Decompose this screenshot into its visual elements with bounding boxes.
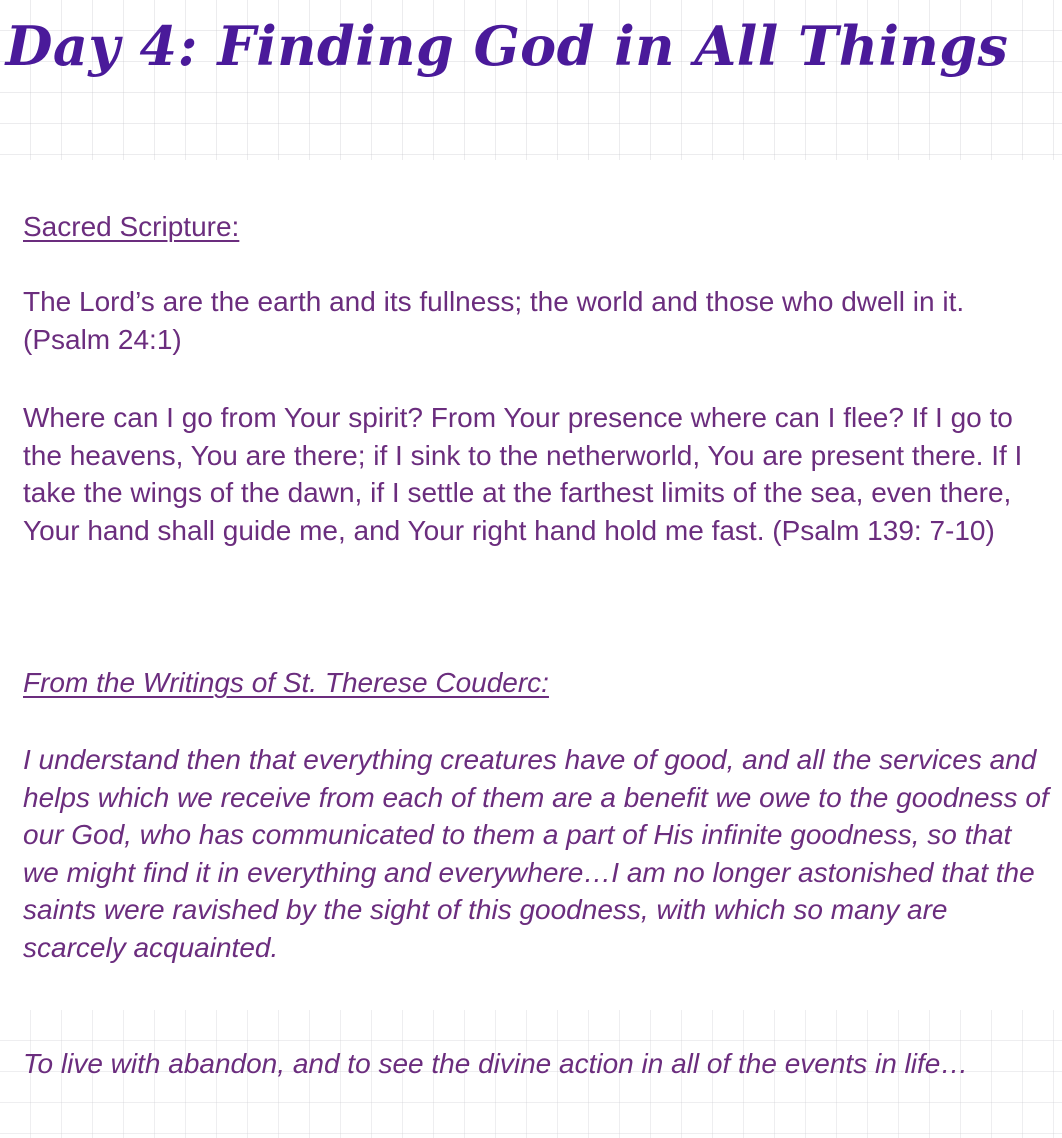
scripture-passage-psalm-24: The Lord’s are the earth and its fullness; the world and those who dwell in it. (Psalm 24:1) [23, 286, 965, 355]
writings-heading: From the Writings of St. Therese Couderc: [23, 667, 549, 698]
scripture-heading: Sacred Scripture: [23, 211, 240, 242]
writings-passage-goodness: I understand then that everything creatures have of good, and all the services and helps which we receive from each of them are a benefit we owe to the goodness of our God, who has communicated to them a part of His infinite goodness, so that we might find it in everything and everywhere…I am no longer astonished that the saints were ravished by the sight of this goodness, with which so many are scarcely acquainted. [23, 744, 1049, 963]
title-band [0, 0, 1062, 160]
scripture-passage-psalm-139: Where can I go from Your spirit? From Your presence where can I flee? If I go to the heavens, You are there; if I sink to the netherworld, You are present there. If I take the wings of the dawn, if I settle at the farthest limits of the sea, even there, Your hand shall guide me, and Your right hand hold me fast. (Psalm 139: 7-10) [23, 402, 1023, 546]
writings-passage-abandon: To live with abandon, and to see the divine action in all of the events in life… [23, 1048, 969, 1079]
page-title: Day 4: Finding God in All Things [5, 14, 1009, 78]
